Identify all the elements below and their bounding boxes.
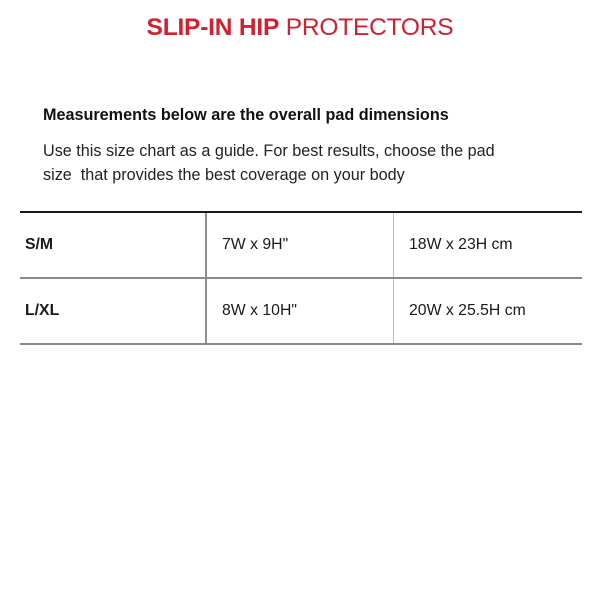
title-bold-part: SLIP-IN HIP	[146, 14, 280, 41]
size-cell: L/XL	[20, 279, 207, 343]
page-title	[0, 14, 600, 42]
inches-cell: 8W x 10H"	[207, 279, 394, 343]
title-light-part: PROTECTORS	[285, 14, 454, 41]
inches-cell: 7W x 9H"	[207, 213, 394, 277]
size-chart-table	[20, 211, 582, 345]
description-line-1: Use this size chart as a guide. For best results, choose the pad	[43, 142, 495, 160]
cm-cell: 20W x 25.5H cm	[409, 302, 526, 319]
size-cell: S/M	[20, 213, 207, 277]
size-guide-description	[43, 139, 583, 187]
measurements-heading: Measurements below are the overall pad dimensions	[43, 106, 449, 124]
description-line-2: size that provides the best coverage on your body	[43, 166, 405, 184]
table-row	[20, 213, 582, 279]
table-row	[20, 279, 582, 345]
cm-cell: 18W x 23H cm	[409, 236, 513, 253]
